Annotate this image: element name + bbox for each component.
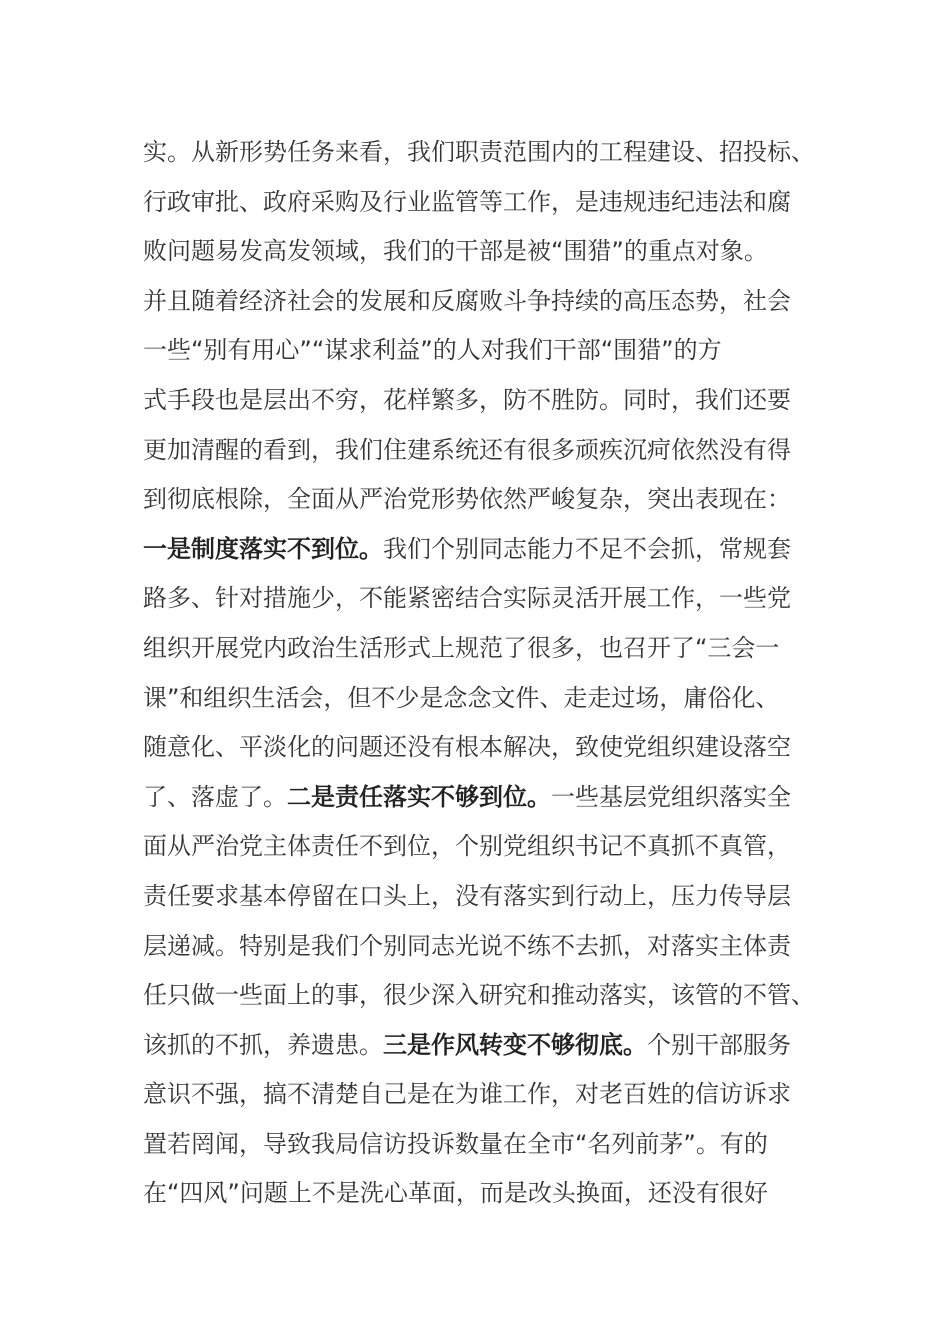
- text-segment: 层递减。特别是我们个别同志光说不练不去抓，对落实主体责: [143, 931, 791, 960]
- text-segment: 个别干部服务: [647, 1030, 791, 1059]
- text-line: [143, 822, 823, 872]
- text-segment: 更加清醒的看到，我们住建系统还有很多顽疾沉疴依然没有得: [143, 435, 791, 464]
- text-line: [143, 723, 823, 773]
- text-segment: 该抓的不抓，养遗患。: [143, 1030, 383, 1059]
- text-segment: 到彻底根除，全面从严治党形势依然严峻复杂，突出表现在：: [143, 485, 791, 514]
- text-segment: 我们个别同志能力不足不会抓，常规套: [383, 534, 791, 563]
- text-line: [143, 1120, 823, 1170]
- text-line: [143, 277, 823, 327]
- text-segment: 在“四风”问题上不是洗心革面，而是改头换面，还没有很好: [143, 1179, 768, 1208]
- text-line: [143, 1021, 823, 1071]
- text-line: [143, 326, 823, 376]
- bold-heading-text: 二是责任落实不够到位。: [287, 782, 551, 811]
- text-line: [143, 227, 823, 277]
- text-line: [143, 475, 823, 525]
- text-segment: 一些基层党组织落实全: [551, 782, 791, 811]
- text-line: [143, 128, 823, 178]
- bold-heading-text: 一是制度落实不到位。: [143, 534, 383, 563]
- text-segment: 任只做一些面上的事，很少深入研究和推动落实，该管的不管、: [143, 981, 815, 1010]
- text-line: [143, 525, 823, 575]
- text-segment: 行政审批、政府采购及行业监管等工作，是违规违纪违法和腐: [143, 187, 791, 216]
- text-segment: 组织开展党内政治生活形式上规范了很多，也召开了“三会一: [143, 633, 780, 662]
- text-line: [143, 1070, 823, 1120]
- text-segment: 课”和组织生活会，但不少是念念文件、走走过场，庸俗化、: [143, 683, 780, 712]
- text-line: [143, 971, 823, 1021]
- text-segment: 了、落虚了。: [143, 782, 287, 811]
- text-line: [143, 376, 823, 426]
- document-body: [143, 128, 823, 1219]
- text-line: [143, 872, 823, 922]
- text-segment: 意识不强，搞不清楚自己是在为谁工作，对老百姓的信访诉求: [143, 1080, 791, 1109]
- text-segment: 责任要求基本停留在口头上，没有落实到行动上，压力传导层: [143, 881, 791, 910]
- text-line: [143, 1169, 823, 1219]
- text-line: [143, 674, 823, 724]
- text-line: [143, 178, 823, 228]
- bold-heading-text: 三是作风转变不够彻底。: [383, 1030, 647, 1059]
- text-segment: 路多、针对措施少，不能紧密结合实际灵活开展工作，一些党: [143, 584, 791, 613]
- text-line: [143, 426, 823, 476]
- text-segment: 置若罔闻，导致我局信访投诉数量在全市“名列前茅”。有的: [143, 1129, 768, 1158]
- text-line: [143, 773, 823, 823]
- text-segment: 败问题易发高发领域，我们的干部是被“围猎”的重点对象。: [143, 237, 768, 266]
- text-segment: 实。从新形势任务来看，我们职责范围内的工程建设、招投标、: [143, 138, 815, 166]
- text-segment: 随意化、平淡化的问题还没有根本解决，致使党组织建设落空: [143, 733, 791, 762]
- text-line: [143, 574, 823, 624]
- text-segment: 面从严治党主体责任不到位，个别党组织书记不真抓不真管，: [143, 832, 791, 861]
- text-line: [143, 624, 823, 674]
- text-segment: 式手段也是层出不穷，花样繁多，防不胜防。同时，我们还要: [143, 385, 791, 414]
- text-line: [143, 922, 823, 972]
- text-segment: 并且随着经济社会的发展和反腐败斗争持续的高压态势，社会: [143, 286, 791, 315]
- text-segment: 一些“别有用心”“谋求利益”的人对我们干部“围猎”的方: [143, 336, 722, 365]
